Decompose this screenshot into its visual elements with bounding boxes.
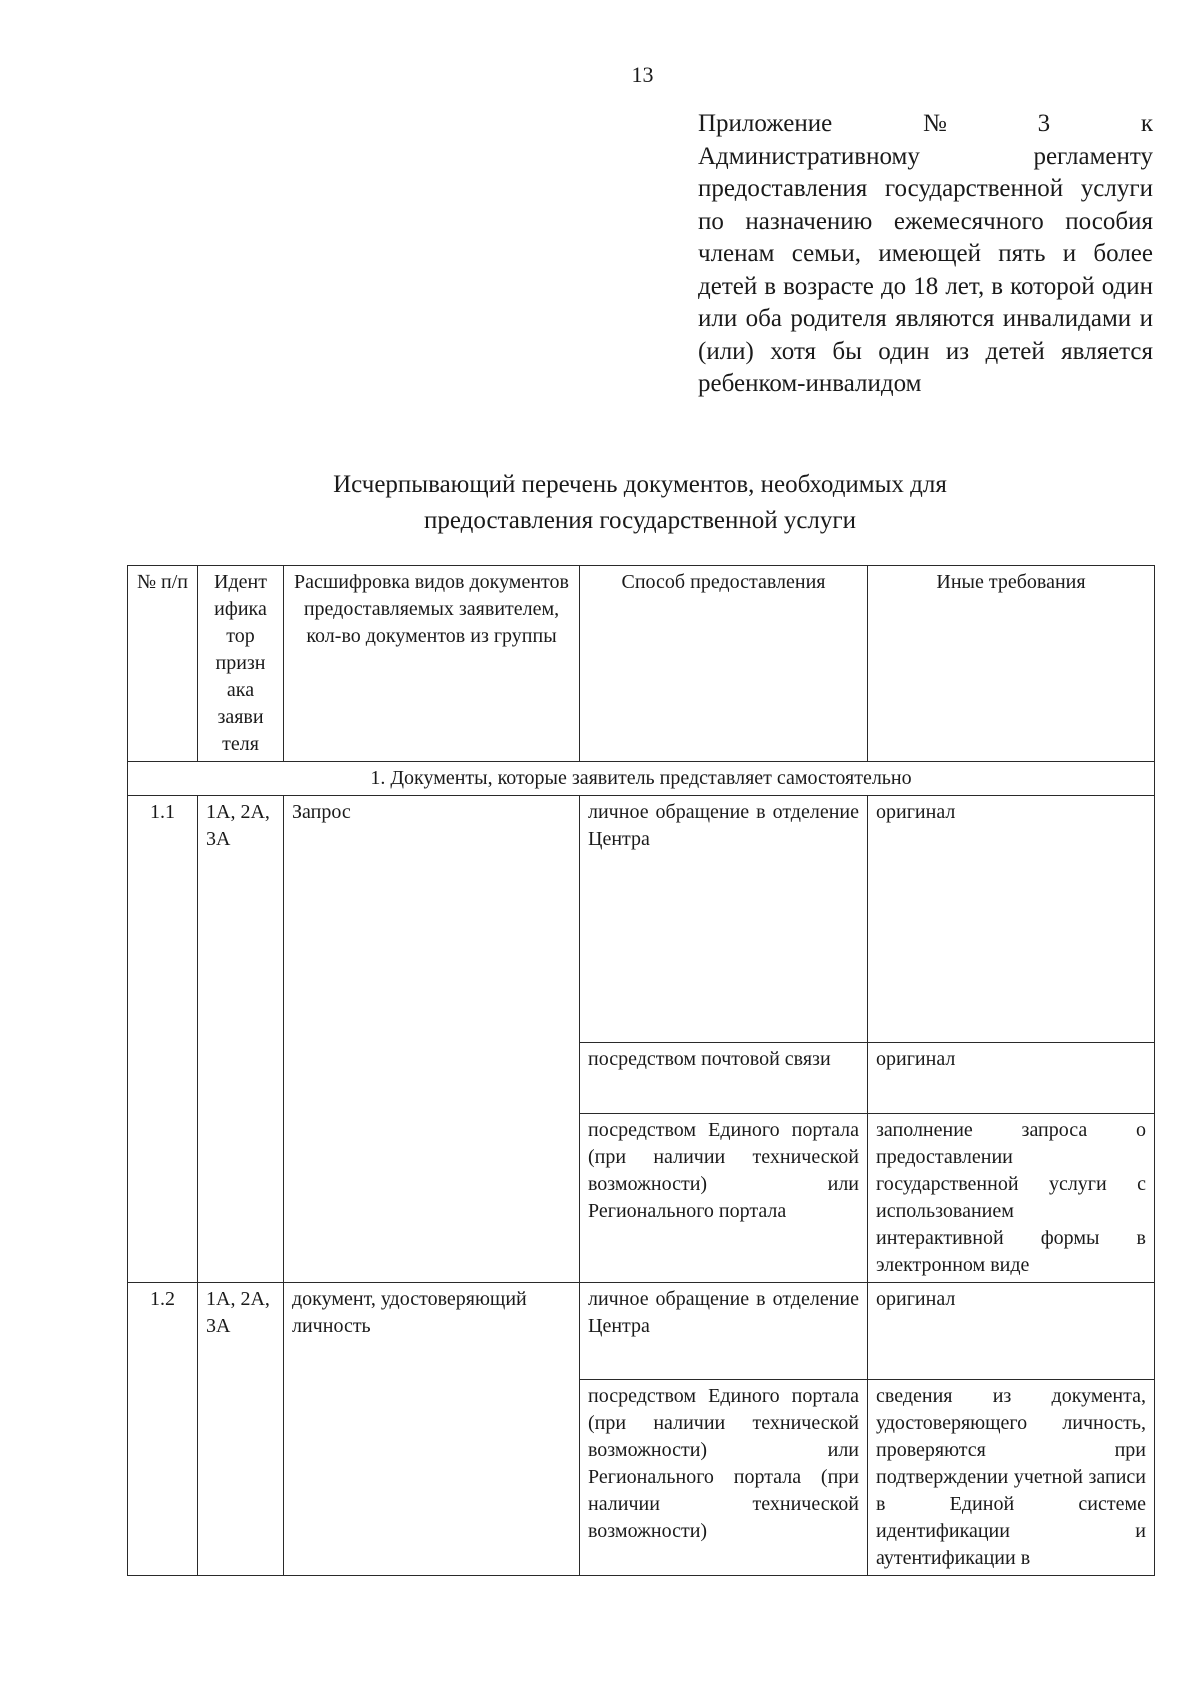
appendix-word: к xyxy=(1140,110,1153,137)
appendix-first-line xyxy=(698,108,1153,141)
appendix-word: 3 xyxy=(1037,110,1051,137)
row-document: документ, удостоверяющий личность xyxy=(284,1283,580,1576)
header-method: Способ предоставления xyxy=(580,566,868,762)
row-identifier: 1А, 2А, 3А xyxy=(198,796,284,1283)
row-method: личное обращение в отделение Центра xyxy=(580,1283,868,1380)
section-row xyxy=(128,762,1155,796)
document-title xyxy=(230,467,1050,539)
row-method: посредством Единого портала (при наличии технической возможности) или Регионального портала (при наличии технической возможности) xyxy=(580,1380,868,1576)
page-number: 13 xyxy=(631,62,654,87)
row-other: оригинал xyxy=(868,796,1155,1043)
document-title-line: Исчерпывающий перечень документов, необходимых для xyxy=(333,471,947,498)
appendix-word: Приложение xyxy=(698,110,833,137)
section-title: 1. Документы, которые заявитель представляет самостоятельно xyxy=(128,762,1155,796)
header-num: № п/п xyxy=(128,566,198,762)
appendix-header xyxy=(698,108,1153,401)
table-header-row xyxy=(128,566,1155,762)
row-other: сведения из документа, удостоверяющего личность, проверяются при подтверждении учетной записи в Единой системе идентификации и аутентификации в xyxy=(868,1380,1155,1576)
row-other: заполнение запроса о предоставлении государственной услуги с использованием интерактивной формы в электронном виде xyxy=(868,1114,1155,1283)
row-method: личное обращение в отделение Центра xyxy=(580,796,868,1043)
row-document: Запрос xyxy=(284,796,580,1283)
header-documents: Расшифровка видов документов предоставляемых заявителем, кол-во документов из группы xyxy=(284,566,580,762)
row-other: оригинал xyxy=(868,1283,1155,1380)
row-method: посредством Единого портала (при наличии технической возможности) или Регионального портала xyxy=(580,1114,868,1283)
appendix-text: Административному регламенту предоставления государственной услуги по назначению ежемесячного пособия членам семьи, имеющей пять и более детей в возрасте до 18 лет, в которой один или оба родителя являются инвалидами и (или) хотя бы один из детей является ребенком-инвалидом xyxy=(698,142,1153,397)
row-other: оригинал xyxy=(868,1043,1155,1114)
header-other-requirements: Иные требования xyxy=(868,566,1155,762)
header-identifier: Идент ифика тор призн ака заяви теля xyxy=(198,566,284,762)
table-row xyxy=(128,796,1155,1043)
document-title-line: предоставления государственной услуги xyxy=(423,507,857,534)
row-number: 1.2 xyxy=(128,1283,198,1576)
documents-table xyxy=(127,565,1155,1576)
row-method: посредством почтовой связи xyxy=(580,1043,868,1114)
row-identifier: 1А, 2А, 3А xyxy=(198,1283,284,1576)
appendix-word: № xyxy=(922,110,947,137)
row-number: 1.1 xyxy=(128,796,198,1283)
table-row xyxy=(128,1283,1155,1380)
